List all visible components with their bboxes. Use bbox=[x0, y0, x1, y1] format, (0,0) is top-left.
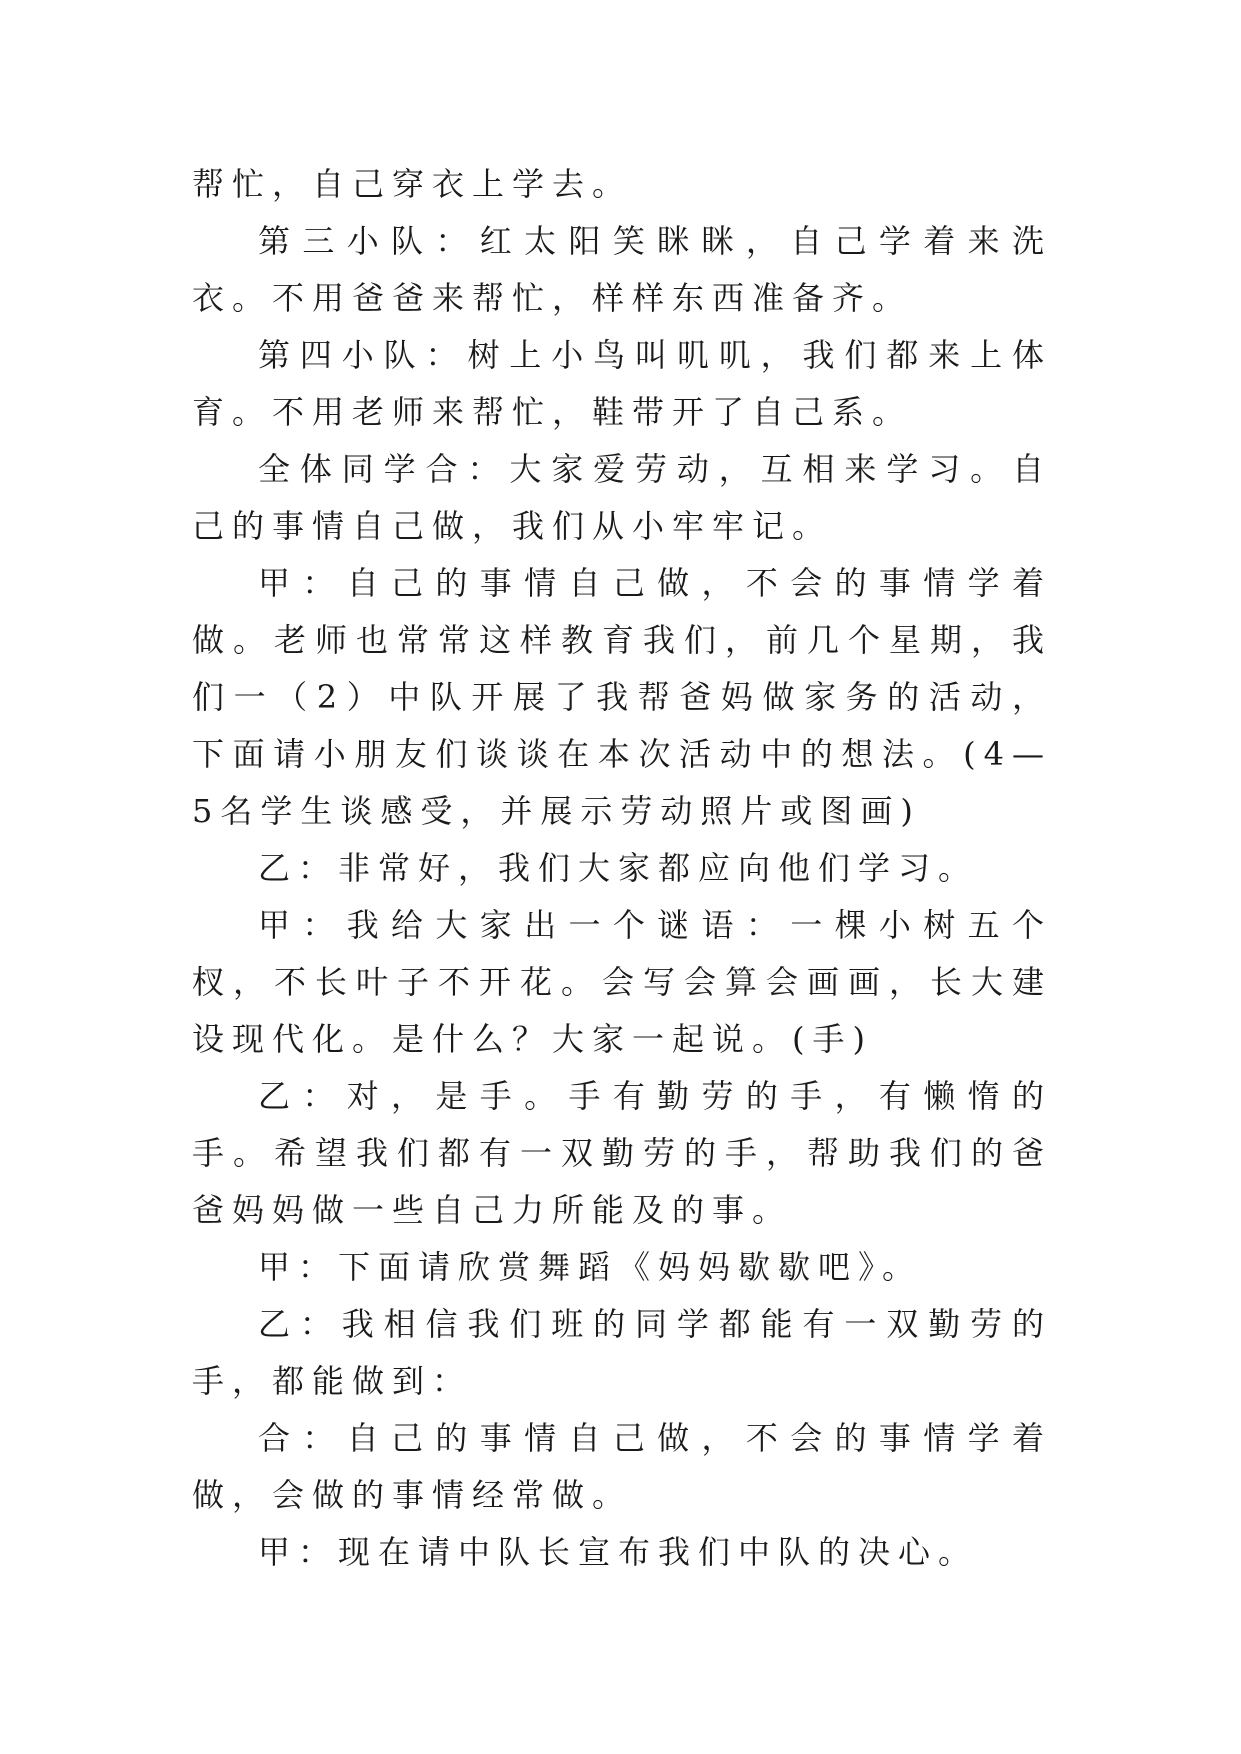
document-body bbox=[192, 156, 1052, 1581]
paragraph-speaker-yi-1: 乙：非常好，我们大家都应向他们学习。 bbox=[258, 849, 979, 887]
paragraph-speaker-yi-believe: 乙：我相信我们班的同学都能有一双勤劳的手，都能做到： bbox=[192, 1305, 1052, 1400]
paragraph-continuation: 帮忙，自己穿衣上学去。 bbox=[192, 165, 633, 203]
paragraph-all-students: 全体同学合：大家爱劳动，互相来学习。自己的事情自己做，我们从小牢牢记。 bbox=[192, 450, 1052, 545]
paragraph-team-four: 第四小队：树上小鸟叫叽叽，我们都来上体育。不用老师来帮忙，鞋带开了自己系。 bbox=[192, 336, 1052, 431]
paragraph-speaker-jia-riddle: 甲：我给大家出一个谜语：一棵小树五个杈，不长叶子不开花。会写会算会画画，长大建设现代化。是什么？大家一起说。(手) bbox=[192, 906, 1052, 1058]
paragraph-speaker-jia-dance: 甲：下面请欣赏舞蹈《妈妈歇歇吧》。 bbox=[258, 1248, 923, 1286]
paragraph-together: 合：自己的事情自己做，不会的事情学着做，会做的事情经常做。 bbox=[192, 1419, 1052, 1514]
paragraph-speaker-yi-hands: 乙：对，是手。手有勤劳的手，有懒惰的手。希望我们都有一双勤劳的手，帮助我们的爸爸妈妈做一些自己力所能及的事。 bbox=[192, 1077, 1052, 1229]
paragraph-speaker-jia-resolve: 甲：现在请中队长宣布我们中队的决心。 bbox=[258, 1533, 979, 1571]
paragraph-speaker-jia-1: 甲：自己的事情自己做，不会的事情学着做。老师也常常这样教育我们，前几个星期，我们一（2）中队开展了我帮爸妈做家务的活动，下面请小朋友们谈谈在本次活动中的想法。(4—5名学生谈感受，并展示劳动照片或图画) bbox=[192, 564, 1052, 830]
paragraph-team-three: 第三小队：红太阳笑眯眯，自己学着来洗衣。不用爸爸来帮忙，样样东西准备齐。 bbox=[192, 222, 1052, 317]
